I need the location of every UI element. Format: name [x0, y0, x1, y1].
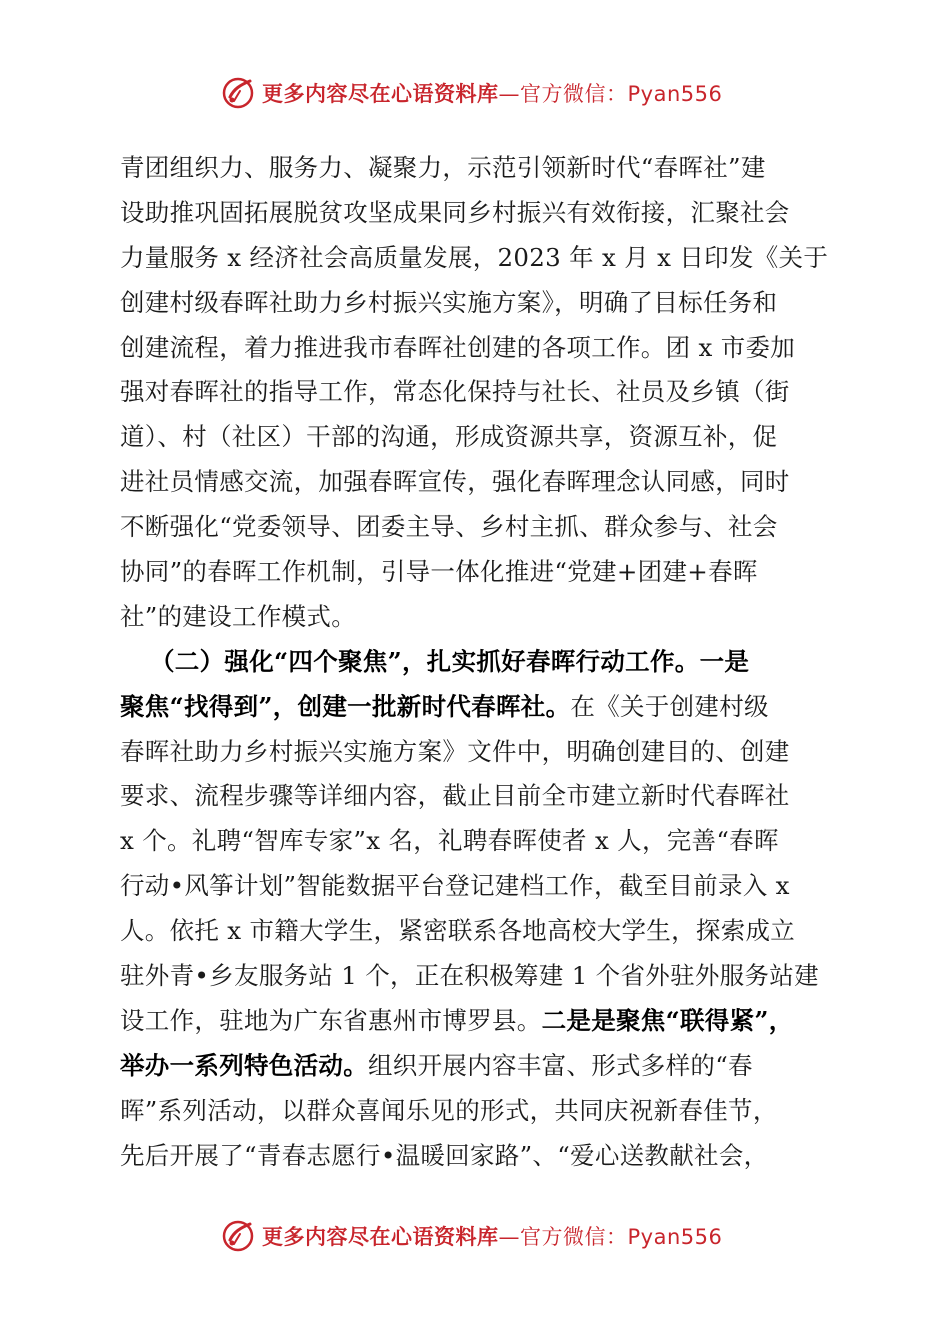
document-body: [120, 146, 829, 1178]
text-segment: 要求、流程步骤等详细内容，截止目前全市建立新时代春晖社: [120, 781, 790, 811]
text-segment: 强对春晖社的指导工作，常态化保持与社长、社员及乡镇（街: [120, 377, 790, 407]
text-line: [120, 1044, 820, 1089]
text-line: [120, 460, 820, 505]
text-line: [120, 505, 820, 550]
text-line: [120, 281, 820, 326]
text-segment: 创建流程，着力推进我市春晖社创建的各项工作。团 x 市委加: [120, 332, 796, 362]
text-segment: 春晖社助力乡村振兴实施方案》文件中，明确创建目的、创建: [120, 736, 790, 766]
bold-text-segment: （二）强化“四个聚焦”，扎实抓好春晖行动工作。一是: [150, 646, 750, 676]
text-line: [120, 999, 820, 1044]
text-line: [120, 146, 820, 191]
text-segment: 晖”系列活动，以群众喜闻乐见的形式，共同庆祝新春佳节，: [120, 1095, 778, 1125]
text-line: [120, 819, 820, 864]
text-segment: 进社员情感交流，加强春晖宣传，强化春晖理念认同感，同时: [120, 467, 790, 497]
banner-wechat-label: 官方微信：: [520, 1225, 628, 1249]
text-segment: 人。依托 x 市籍大学生，紧密联系各地高校大学生，探索成立: [120, 916, 796, 946]
text-segment: 创建村级春晖社助力乡村振兴实施方案》，明确了目标任务和: [120, 287, 778, 317]
banner-brand-text: 更多内容尽在心语资料库: [262, 82, 499, 106]
text-segment: 力量服务 x 经济社会高质量发展，2023 年 x 月 x 日印发《关于: [120, 242, 829, 272]
text-line: [120, 370, 820, 415]
text-line: [120, 685, 820, 730]
text-segment: 社”的建设工作模式。: [120, 601, 357, 631]
bold-text-segment: 举办一系列特色活动。: [120, 1050, 368, 1080]
text-segment: 协同”的春晖工作机制，引导一体化推进“党建+团建+春晖: [120, 557, 758, 587]
text-line: [120, 1089, 820, 1134]
header-watermark-banner: [220, 73, 740, 113]
text-line: [120, 1134, 820, 1179]
text-segment: 驻外青•乡友服务站 1 个，正在积极筹建 1 个省外驻外服务站建: [120, 961, 819, 991]
text-line: [120, 415, 820, 460]
bold-text-segment: 二是是聚焦“联得紧”，: [541, 1005, 794, 1035]
banner-wechat-id: Pyan556: [627, 1225, 723, 1249]
banner-dash: —: [498, 82, 520, 106]
text-line: [120, 595, 820, 640]
text-line: [120, 550, 820, 595]
text-line: [120, 864, 820, 909]
text-line: [120, 730, 820, 775]
text-line: [120, 191, 820, 236]
banner-dash: —: [498, 1225, 520, 1249]
text-segment: 道）、村（社区）干部的沟通，形成资源共享，资源互补，促: [120, 422, 778, 452]
text-segment: 先后开展了“青春志愿行•温暖回家路”、“爱心送教献社会，: [120, 1140, 769, 1170]
text-segment: 不断强化“党委领导、团委主导、乡村主抓、群众参与、社会: [120, 512, 778, 542]
text-segment: x 个。礼聘“智库专家”x 名，礼聘春晖使者 x 人，完善“春晖: [120, 826, 779, 856]
text-line: [120, 774, 820, 819]
footer-watermark-banner: [220, 1216, 740, 1256]
text-segment: 在《关于创建村级: [570, 691, 769, 721]
text-segment: 组织开展内容丰富、形式多样的“春: [368, 1050, 753, 1080]
bold-text-segment: 聚焦“找得到”，创建一批新时代春晖社。: [120, 691, 571, 721]
text-segment: 青团组织力、服务力、凝聚力，示范引领新时代“春晖社”建: [120, 153, 766, 182]
text-segment: 设工作，驻地为广东省惠州市博罗县。: [120, 1005, 542, 1035]
logo-icon: [220, 75, 256, 111]
banner-wechat-id: Pyan556: [627, 82, 723, 106]
banner-wechat-label: 官方微信：: [520, 82, 628, 106]
text-line: [120, 909, 820, 954]
text-segment: 行动•风筝计划”智能数据平台登记建档工作，截至目前录入 x: [120, 871, 790, 901]
banner-brand-text: 更多内容尽在心语资料库: [262, 1225, 499, 1249]
text-line: [120, 236, 829, 281]
logo-icon: [220, 1218, 256, 1254]
text-segment: 设助推巩固拓展脱贫攻坚成果同乡村振兴有效衔接，汇聚社会: [120, 197, 790, 227]
text-line: [120, 326, 820, 371]
text-line: [120, 954, 820, 999]
text-line: [120, 640, 820, 685]
